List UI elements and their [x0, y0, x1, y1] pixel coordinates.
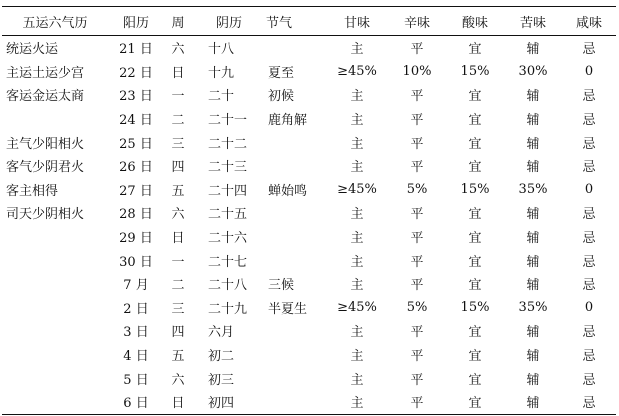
weekday-cell: 三: [171, 136, 185, 152]
weekday-cell: 四: [171, 160, 185, 176]
solar-date-cell: 30 日: [119, 254, 153, 270]
pungent-taste-cell: 平: [410, 396, 424, 412]
bitter-taste-cell: 辅: [526, 325, 540, 341]
table-row: [2, 272, 616, 296]
weekday-cell: 六: [171, 207, 185, 223]
weekday-cell: 二: [171, 278, 185, 294]
weekday-cell: 三: [171, 301, 185, 317]
salty-taste-cell: 忌: [582, 254, 596, 270]
lunar-date-cell: 初二: [208, 349, 235, 365]
solar-term-cell: 蝉始鸣: [268, 183, 308, 199]
wuyun-liuqi-cell: [2, 366, 108, 390]
sour-taste-cell: 宜: [468, 136, 482, 152]
sour-taste-cell: 宜: [468, 349, 482, 365]
wuyun-liuqi-cell: [2, 296, 108, 320]
solar-date-cell: 28 日: [119, 207, 153, 223]
weekday-cell: 日: [171, 231, 185, 247]
sour-taste-cell: 宜: [468, 42, 482, 58]
pungent-taste-cell: 10%: [402, 63, 432, 79]
header-pungent-taste: 辛味: [403, 15, 430, 31]
lunar-date-cell: 二十六: [208, 231, 248, 247]
wuyun-liuqi-cell: [2, 390, 108, 414]
solar-date-cell: 23 日: [119, 89, 153, 105]
pungent-taste-cell: 平: [410, 42, 424, 58]
wuyun-liuqi-cell: [2, 343, 108, 367]
table-row: [2, 366, 616, 390]
solar-term-cell: [266, 319, 326, 343]
sour-taste-cell: 宜: [468, 231, 482, 247]
table-row: [2, 343, 616, 367]
salty-taste-cell: 忌: [582, 325, 596, 341]
lunar-date-cell: 初三: [208, 372, 235, 388]
weekday-cell: 六: [171, 372, 185, 388]
bitter-taste-cell: 35%: [518, 299, 548, 315]
header-sweet-taste: 甘味: [343, 15, 370, 31]
lunar-date-cell: 二十五: [208, 207, 248, 223]
bitter-taste-cell: 辅: [526, 207, 540, 223]
wuyun-liuqi-cell: 司天少阴相火: [6, 207, 85, 223]
salty-taste-cell: 忌: [582, 42, 596, 58]
sweet-taste-cell: 主: [350, 42, 364, 58]
solar-date-cell: 5 日: [123, 372, 149, 388]
solar-date-cell: 3 日: [123, 325, 149, 341]
pungent-taste-cell: 5%: [406, 299, 428, 315]
wuyun-liuqi-cell: [2, 107, 108, 131]
bitter-taste-cell: 辅: [526, 231, 540, 247]
table-row: [2, 201, 616, 225]
table-row: [2, 296, 616, 320]
salty-taste-cell: 忌: [582, 136, 596, 152]
pungent-taste-cell: 平: [410, 372, 424, 388]
bitter-taste-cell: 辅: [526, 396, 540, 412]
solar-date-cell: 29 日: [119, 231, 153, 247]
header-wuyun-liuqi: 五运六气历: [22, 15, 88, 31]
solar-date-cell: 25 日: [119, 136, 153, 152]
sweet-taste-cell: 主: [350, 349, 364, 365]
lunar-date-cell: 二十四: [208, 183, 248, 199]
lunar-date-cell: 二十七: [208, 254, 248, 270]
solar-term-cell: [266, 366, 326, 390]
sour-taste-cell: 宜: [468, 325, 482, 341]
solar-date-cell: 26 日: [119, 160, 153, 176]
sweet-taste-cell: 主: [350, 113, 364, 129]
header-salty-taste: 咸味: [575, 15, 602, 31]
wuyun-liuqi-cell: 统运火运: [6, 42, 59, 58]
salty-taste-cell: 忌: [582, 349, 596, 365]
sour-taste-cell: 15%: [460, 63, 490, 79]
sweet-taste-cell: 主: [350, 372, 364, 388]
weekday-cell: 二: [171, 113, 185, 129]
salty-taste-cell: 忌: [582, 278, 596, 294]
solar-term-cell: [266, 248, 326, 272]
sour-taste-cell: 宜: [468, 396, 482, 412]
sweet-taste-cell: ≥45%: [337, 299, 377, 315]
solar-term-cell: [266, 343, 326, 367]
header-sour-taste: 酸味: [461, 15, 488, 31]
bitter-taste-cell: 辅: [526, 372, 540, 388]
sweet-taste-cell: 主: [350, 207, 364, 223]
five-phases-almanac-table: [2, 6, 616, 415]
sweet-taste-cell: 主: [350, 89, 364, 105]
table-row: [2, 107, 616, 131]
solar-date-cell: 27 日: [119, 183, 153, 199]
sweet-taste-cell: 主: [350, 278, 364, 294]
header-bitter-taste: 苦味: [519, 15, 546, 31]
solar-term-cell: 夏至: [268, 65, 295, 81]
salty-taste-cell: 忌: [582, 396, 596, 412]
sweet-taste-cell: 主: [350, 136, 364, 152]
weekday-cell: 四: [171, 325, 185, 341]
sour-taste-cell: 宜: [468, 113, 482, 129]
sweet-taste-cell: 主: [350, 231, 364, 247]
weekday-cell: 五: [171, 183, 185, 199]
sour-taste-cell: 宜: [468, 207, 482, 223]
salty-taste-cell: 0: [584, 181, 594, 197]
solar-term-cell: 三候: [268, 278, 295, 294]
solar-date-cell: 21 日: [119, 42, 153, 58]
bitter-taste-cell: 30%: [518, 63, 548, 79]
table-row: [2, 60, 616, 84]
bitter-taste-cell: 辅: [526, 160, 540, 176]
weekday-cell: 日: [171, 396, 185, 412]
salty-taste-cell: 0: [584, 299, 594, 315]
solar-term-cell: [266, 201, 326, 225]
wuyun-liuqi-cell: [2, 319, 108, 343]
lunar-date-cell: 十九: [208, 65, 235, 81]
sweet-taste-cell: 主: [350, 325, 364, 341]
salty-taste-cell: 0: [584, 63, 594, 79]
salty-taste-cell: 忌: [582, 372, 596, 388]
wuyun-liuqi-cell: [2, 248, 108, 272]
sour-taste-cell: 宜: [468, 160, 482, 176]
table-row: [2, 178, 616, 202]
pungent-taste-cell: 5%: [406, 181, 428, 197]
lunar-date-cell: 十八: [208, 42, 235, 58]
salty-taste-cell: 忌: [582, 160, 596, 176]
table-body: [2, 36, 616, 415]
bitter-taste-cell: 35%: [518, 181, 548, 197]
solar-term-cell: [266, 154, 326, 178]
solar-term-cell: [266, 225, 326, 249]
solar-term-cell: [266, 390, 326, 414]
solar-term-cell: 初候: [268, 89, 295, 105]
lunar-date-cell: 二十一: [208, 113, 248, 129]
salty-taste-cell: 忌: [582, 113, 596, 129]
solar-date-cell: 4 日: [123, 349, 149, 365]
weekday-cell: 日: [171, 65, 185, 81]
wuyun-liuqi-cell: 客主相得: [6, 183, 59, 199]
table-header: [2, 7, 616, 36]
table-row: [2, 130, 616, 154]
wuyun-liuqi-cell: 客运金运太商: [6, 89, 85, 105]
solar-term-cell: 半夏生: [268, 301, 308, 317]
bitter-taste-cell: 辅: [526, 278, 540, 294]
weekday-cell: 六: [171, 42, 185, 58]
pungent-taste-cell: 平: [410, 207, 424, 223]
pungent-taste-cell: 平: [410, 89, 424, 105]
salty-taste-cell: 忌: [582, 231, 596, 247]
pungent-taste-cell: 平: [410, 278, 424, 294]
header-solar-term: 节气: [266, 15, 293, 31]
wuyun-liuqi-cell: 客气少阴君火: [6, 160, 85, 176]
weekday-cell: 一: [171, 89, 185, 105]
lunar-date-cell: 二十: [208, 89, 235, 105]
solar-term-cell: [266, 130, 326, 154]
solar-date-cell: 7 月: [123, 278, 149, 294]
header-lunar-date: 阴历: [215, 15, 242, 31]
sour-taste-cell: 宜: [468, 278, 482, 294]
header-solar-date: 阳历: [122, 15, 149, 31]
wuyun-liuqi-cell: 主运土运少宫: [6, 65, 85, 81]
table-row: [2, 83, 616, 107]
solar-date-cell: 6 日: [123, 396, 149, 412]
bitter-taste-cell: 辅: [526, 42, 540, 58]
sour-taste-cell: 15%: [460, 299, 490, 315]
table-row: [2, 225, 616, 249]
lunar-date-cell: 六月: [208, 325, 235, 341]
solar-date-cell: 22 日: [119, 65, 153, 81]
table-row: [2, 248, 616, 272]
sour-taste-cell: 宜: [468, 89, 482, 105]
bitter-taste-cell: 辅: [526, 89, 540, 105]
pungent-taste-cell: 平: [410, 325, 424, 341]
salty-taste-cell: 忌: [582, 89, 596, 105]
table-row: [2, 36, 616, 60]
pungent-taste-cell: 平: [410, 349, 424, 365]
pungent-taste-cell: 平: [410, 254, 424, 270]
header-row: [2, 7, 616, 36]
bitter-taste-cell: 辅: [526, 349, 540, 365]
table-row: [2, 390, 616, 414]
wuyun-liuqi-cell: [2, 225, 108, 249]
weekday-cell: 一: [171, 254, 185, 270]
pungent-taste-cell: 平: [410, 113, 424, 129]
weekday-cell: 五: [171, 349, 185, 365]
sweet-taste-cell: 主: [350, 160, 364, 176]
header-weekday: 周: [171, 15, 185, 31]
solar-term-cell: 鹿角解: [268, 113, 308, 129]
lunar-date-cell: 二十八: [208, 278, 248, 294]
lunar-date-cell: 初四: [208, 396, 235, 412]
solar-term-cell: [266, 36, 326, 60]
wuyun-liuqi-cell: [2, 272, 108, 296]
sweet-taste-cell: 主: [350, 396, 364, 412]
pungent-taste-cell: 平: [410, 136, 424, 152]
table-row: [2, 319, 616, 343]
lunar-date-cell: 二十三: [208, 160, 248, 176]
bitter-taste-cell: 辅: [526, 254, 540, 270]
sweet-taste-cell: ≥45%: [337, 181, 377, 197]
table-row: [2, 154, 616, 178]
salty-taste-cell: 忌: [582, 207, 596, 223]
bitter-taste-cell: 辅: [526, 113, 540, 129]
lunar-date-cell: 二十九: [208, 301, 248, 317]
solar-date-cell: 2 日: [123, 301, 149, 317]
solar-date-cell: 24 日: [119, 113, 153, 129]
sweet-taste-cell: ≥45%: [337, 63, 377, 79]
sweet-taste-cell: 主: [350, 254, 364, 270]
pungent-taste-cell: 平: [410, 160, 424, 176]
sour-taste-cell: 宜: [468, 254, 482, 270]
pungent-taste-cell: 平: [410, 231, 424, 247]
sour-taste-cell: 宜: [468, 372, 482, 388]
lunar-date-cell: 二十二: [208, 136, 248, 152]
wuyun-liuqi-cell: 主气少阳相火: [6, 136, 85, 152]
bitter-taste-cell: 辅: [526, 136, 540, 152]
sour-taste-cell: 15%: [460, 181, 490, 197]
